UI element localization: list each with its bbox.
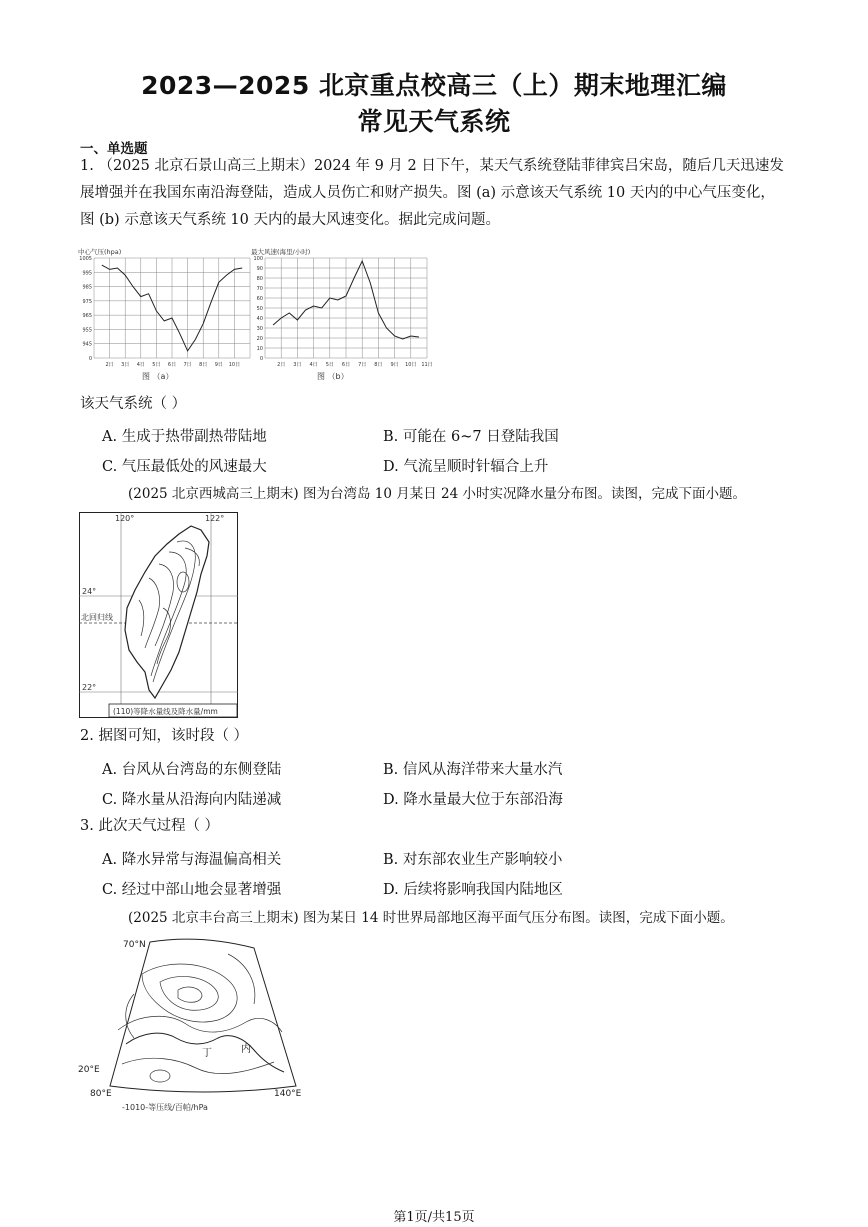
x-tick-label: 6日 [341,362,351,368]
intro-3: (2025 北京丰台高三上期末) 图为某日 14 时世界局部地区海平面气压分布图。读图，完成下面小题。 [128,910,734,926]
x-tick-label: 7日 [183,362,192,368]
y-tick-label: 955 [82,327,92,334]
q2-option-d[interactable]: D. 降水量最大位于东部沿海 [383,792,563,808]
x-tick-label: 10日 [405,362,417,368]
lon-label-120: 120° [115,514,135,523]
chart-a-yticks [79,256,92,362]
x-tick-label: 9日 [214,362,223,368]
y-tick-label: 0 [88,356,92,362]
y-tick-label: 60 [256,296,263,302]
x-tick-label: 6日 [167,362,177,368]
y-tick-label: 30 [256,326,263,332]
chart-a-xticks [106,361,241,368]
sea-level-pressure-map [78,934,310,1114]
chart-b-xticks [277,361,433,368]
y-tick-label: 0 [259,356,263,362]
chart-b-grid [265,258,427,358]
map-letter-a: 丁 [202,1048,212,1059]
q3-option-a[interactable]: A. 降水异常与海温偏高相关 [102,852,282,868]
x-tick-label: 2日 [105,362,114,368]
q1-option-b[interactable]: B. 可能在 6~7 日登陆我国 [383,429,559,445]
lon-label-122: 122° [205,514,225,523]
y-tick-label: 100 [253,256,263,262]
x-tick-label: 4日 [309,362,318,368]
map-sector-frame [110,939,296,1092]
x-tick-label: 3日 [293,362,302,368]
x-tick-label: 4日 [136,362,145,368]
chart-pressure [78,244,256,384]
x-tick-label: 5日 [152,362,161,368]
q2-option-a[interactable]: A. 台风从台湾岛的东侧登陆 [102,762,282,778]
q3-option-d[interactable]: D. 后续将影响我国内陆地区 [383,882,563,898]
q3-stem: 3. 此次天气过程（ ） [80,818,220,834]
x-tick-label: 10日 [228,362,241,368]
intro-2: (2025 北京西城高三上期末) 图为台湾岛 10 月某日 24 小时实况降水量分布图。读图，完成下面小题。 [128,486,746,502]
chart-b-yticks [253,256,263,362]
q2-stem: 2. 据图可知，该时段（ ） [80,728,249,744]
lon-label-right: 140°E [274,1089,302,1099]
page-subtitle: 常见天气系统 [357,107,511,136]
x-tick-label: 5日 [325,362,334,368]
q3-option-b[interactable]: B. 对东部农业生产影响较小 [383,852,563,868]
y-tick-label: 20 [256,336,263,342]
taiwan-rainfall-map [79,512,238,718]
lat-label-24: 24° [82,587,97,596]
chart-a-caption: 图 （a） [142,372,174,381]
q1-question: 该天气系统（ ） [80,396,187,412]
chart-a-title: 中心气压(hpa) [78,248,122,256]
y-tick-label: 945 [82,341,92,348]
y-tick-label: 90 [256,266,263,272]
pressure-legend: -1010-等压线/百帕/hPa [122,1103,208,1112]
q1-option-c[interactable]: C. 气压最低处的风速最大 [102,459,267,475]
y-tick-label: 985 [82,284,92,291]
map-letter-b: 内 [241,1044,251,1055]
map-legend: (110)等降水量线及降水量/mm [113,707,218,716]
x-tick-label: 7日 [358,362,367,368]
q2-option-b[interactable]: B. 信风从海洋带来大量水汽 [383,762,563,778]
y-tick-label: 1005 [79,256,92,262]
x-tick-label: 8日 [199,362,208,368]
q1-option-a[interactable]: A. 生成于热带副热带陆地 [102,429,267,445]
chart-a-grid [94,258,250,358]
y-tick-label: 965 [82,313,92,320]
q1-stem-line2: 展增强并在我国东南沿海登陆，造成人员伤亡和财产损失。图 (a) 示意该天气系统 10 天内的中心气压变化， [80,185,775,201]
lat-label-left: 20°E [78,1065,100,1075]
chart-b-title: 最大风速(海里/小时) [251,248,311,256]
tropic-label: 北回归线 [81,613,113,622]
x-tick-label: 9日 [390,362,399,368]
q3-option-c[interactable]: C. 经过中部山地会显著增强 [102,882,282,898]
page-number: 第1页/共15页 [393,1210,475,1225]
x-tick-label: 11日 [421,362,433,368]
lon-label-left: 80°E [90,1089,112,1099]
y-tick-label: 50 [256,306,263,312]
y-tick-label: 10 [256,346,263,352]
y-tick-label: 70 [256,286,263,292]
q1-stem-line1: 1. （2025 北京石景山高三上期末）2024 年 9 月 2 日下午，某天气系统登陆菲律宾吕宋岛，随后几天迅速发 [80,158,784,174]
q1-stem-line3: 图 (b) 示意该天气系统 10 天内的最大风速变化。据此完成问题。 [80,212,500,228]
x-tick-label: 3日 [121,362,130,368]
x-tick-label: 2日 [277,362,286,368]
y-tick-label: 40 [256,316,263,322]
chart-windspeed [251,244,431,384]
chart-b-caption: 图 （b） [317,372,349,381]
y-tick-label: 975 [82,298,92,305]
section-label: 一、单选题 [80,141,148,157]
y-tick-label: 995 [82,270,92,277]
y-tick-label: 80 [256,276,263,282]
lat-label-22: 22° [82,683,97,692]
page-title: 2023—2025 北京重点校高三（上）期末地理汇编 [141,71,727,100]
x-tick-label: 8日 [374,362,383,368]
lat-label-top: 70°N [123,940,146,950]
q2-option-c[interactable]: C. 降水量从沿海向内陆递减 [102,792,282,808]
q1-option-d[interactable]: D. 气流呈顺时针辐合上升 [383,459,549,475]
